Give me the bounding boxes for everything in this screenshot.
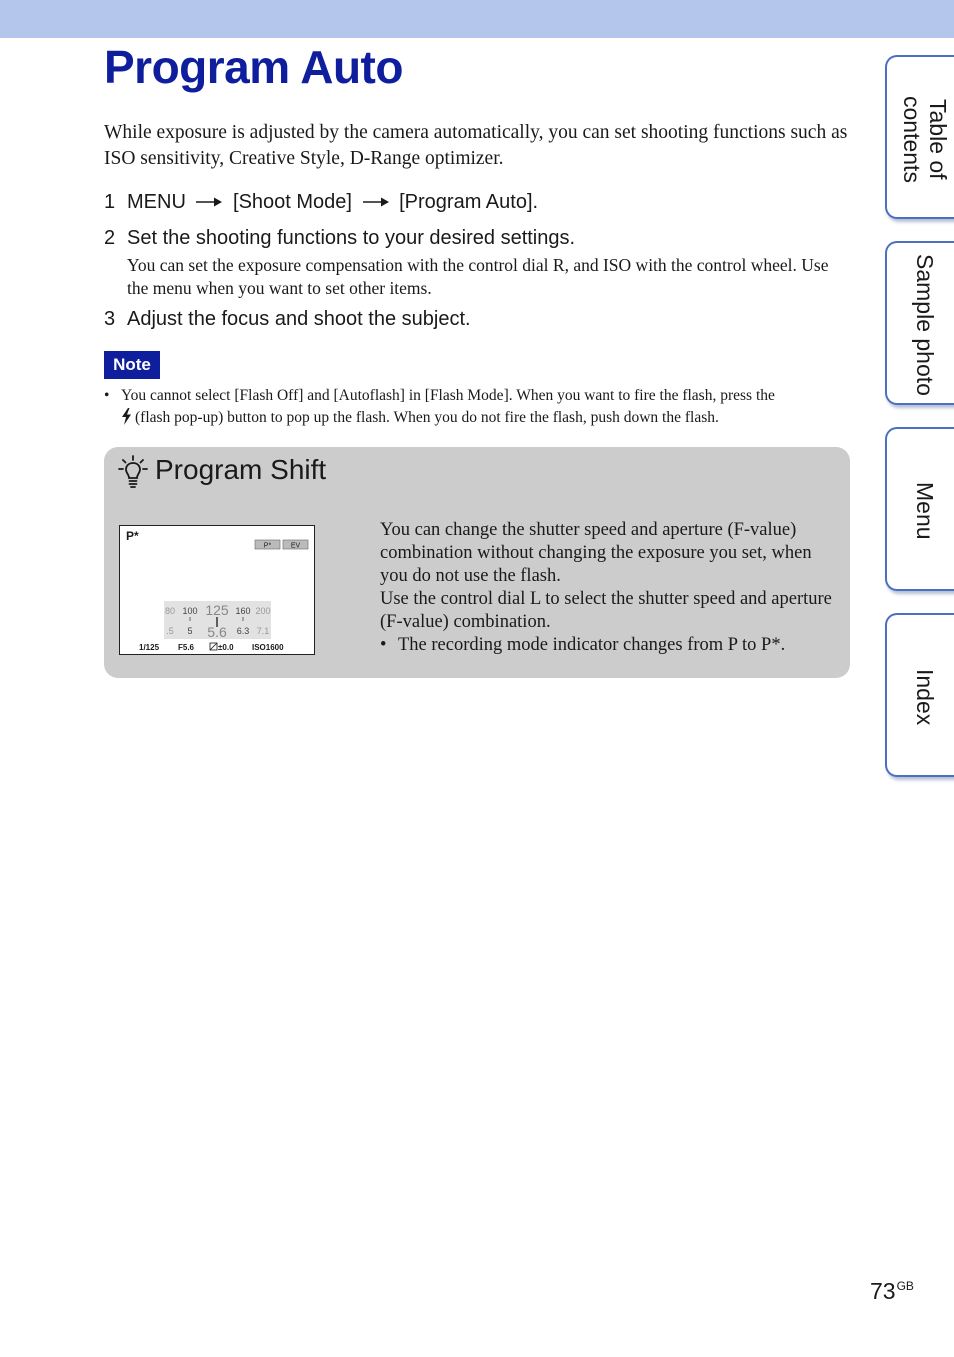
tab-menu[interactable] — [885, 427, 954, 591]
tab-label: Index — [912, 668, 938, 726]
tab-index[interactable] — [885, 613, 954, 777]
iso-readout: ISO1600 — [252, 643, 284, 652]
aperture-readout: F5.6 — [178, 643, 195, 652]
tab-label: Sample photo — [912, 254, 938, 396]
shoot-mode-label: [Shoot Mode] — [233, 191, 352, 213]
step-number: 3 — [104, 308, 116, 330]
intro-paragraph: While exposure is adjusted by the camera automatically, you can set shooting functions such as ISO sensitivity, Creative Style, D-Range optimizer. — [104, 122, 848, 169]
page-number-value: 73 — [870, 1278, 896, 1304]
step-number: 1 — [104, 191, 116, 213]
lightbulb-icon — [118, 455, 148, 489]
tab-label: Table of contents — [899, 95, 951, 183]
program-auto-label: [Program Auto]. — [399, 191, 539, 213]
hint-bullet-item — [380, 634, 842, 657]
note-badge: Note — [104, 351, 160, 379]
step-text: Adjust the focus and shoot the subject. — [127, 308, 471, 330]
tab-table-of-contents[interactable] — [885, 55, 954, 219]
step-2 — [104, 225, 575, 251]
note-item — [104, 385, 854, 429]
step-3 — [104, 306, 471, 332]
page-title: Program Auto — [104, 41, 403, 93]
scale-value: 6.3 — [236, 626, 250, 636]
hint-paragraph-1: You can change the shutter speed and aperture (F-value) combination without changing the exposure you set, when you do not use the flash. — [380, 520, 812, 586]
note-line-1: You cannot select [Flash Off] and [Autoflash] in [Flash Mode]. When you want to fire the flash, press the — [121, 387, 775, 404]
arrow-right-icon — [195, 196, 223, 208]
header-band — [0, 0, 954, 38]
scale-value: 5.6 — [207, 624, 227, 640]
hint-text — [380, 519, 842, 657]
scale-value: .5 — [166, 626, 174, 636]
exposure-readout: ±0.0 — [218, 643, 234, 652]
scale-value: 80 — [164, 606, 176, 616]
scale-value: 5 — [187, 626, 193, 636]
scale-value: 7.1 — [256, 626, 270, 636]
hint-title: Program Shift — [155, 454, 327, 485]
note-line-2: (flash pop-up) button to pop up the flash. When you do not fire the flash, push down the flash. — [135, 409, 719, 426]
scale-value: 125 — [205, 602, 229, 618]
camera-lcd-screen — [119, 525, 315, 655]
page-number — [870, 1278, 914, 1305]
shutter-readout: 1/125 — [139, 643, 160, 652]
mode-badge-label: P* — [263, 542, 272, 550]
menu-label: MENU — [127, 191, 186, 213]
step-1 — [104, 189, 538, 215]
tab-sample-photo[interactable] — [885, 241, 954, 405]
step-text: Set the shooting functions to your desired settings. — [127, 227, 576, 249]
page-number-suffix: GB — [896, 1279, 914, 1293]
flash-icon — [121, 408, 132, 425]
arrow-right-icon — [362, 196, 390, 208]
bullet: • — [104, 387, 110, 404]
hint-paragraph-2: Use the control dial L to select the shutter speed and aperture (F-value) combination. — [380, 589, 832, 632]
ev-badge-label: EV — [290, 542, 301, 550]
scale-value: 160 — [235, 606, 251, 616]
tab-label: Menu — [912, 482, 938, 540]
scale-value: 100 — [182, 606, 198, 616]
scale-value: 200 — [255, 606, 271, 616]
bullet: • — [380, 635, 387, 655]
hint-bullet-text: The recording mode indicator changes from P to P*. — [398, 635, 786, 655]
step-2-detail: You can set the exposure compensation with the control dial R, and ISO with the control wheel. Use the menu when you want to set other items. — [127, 255, 829, 298]
mode-indicator: P* — [126, 529, 139, 543]
step-number: 2 — [104, 227, 116, 249]
